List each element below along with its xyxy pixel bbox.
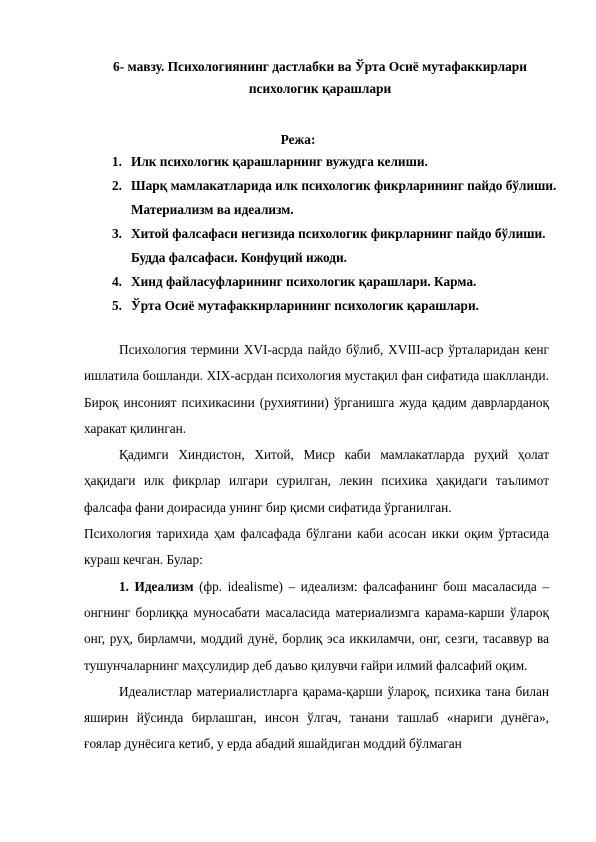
plan-item-number: 1. (112, 154, 122, 169)
plan-item (112, 174, 562, 222)
plan-item-number: 5. (112, 298, 122, 313)
plan-item-number: 4. (112, 274, 122, 289)
plan-item-number: 2. (112, 178, 122, 193)
paragraph-idealism (84, 574, 549, 679)
topic-title-line-2: психологик қарашлари (248, 81, 392, 96)
plan-item-text: Хинд файласуфларининг психологик қарашлари. Карма. (131, 274, 477, 289)
plan-heading: Режа: (280, 132, 316, 147)
paragraph-ancient-countries: Қадимги Хиндистон, Хитой, Миср каби мамлакатларда руҳий ҳолат ҳақидаги илк фикрлар илгари сурилган, лекин психика ҳақидаги таълимот фалсафа фани доирасида унинг бир қисми сифатида ўрганилган. (84, 447, 549, 515)
paragraph-idealists: Идеалистлар материалистларга қарама-қарши ўлароқ, психика тана билан яширин йўсинда бирлашган, инсон ўлгач, танани ташлаб «нариги дунёга», ғоялар дунёсига кетиб, у ерда абадий яшайдиган моддий бўлмаган (84, 683, 549, 752)
plan-item-number: 3. (112, 226, 122, 241)
idealism-term: 1. Идеализм (119, 578, 194, 594)
plan-item-text: Шарқ мамлакатларида илк психологик фикрларининг пайдо бўлиши. Материализм ва идеализм. (131, 178, 557, 217)
body-text (84, 337, 549, 758)
topic-title-line-1: 6- мавзу. Психологиянинг дастлабки ва Ўрта Осиё мутафаккирлари (113, 59, 527, 74)
plan-item (112, 270, 562, 294)
plan-item (112, 294, 562, 318)
plan-item (112, 222, 562, 270)
plan-item-text: Хитой фалсафаси негизида психологик фикрларнинг пайдо бўлиши. Будда фалсафаси. Конфуций ижоди. (131, 226, 546, 265)
paragraph-psychology-term: Психология термини XVI-асрда пайдо бўлиб, XVIII-аср ўрталаридан кенг ишлатила бошланди. XIX-асрдан психология мустақил фан сифатида шаклланди. Бироқ инсоният психикасини (рухиятини) ўрганишга жуда қадим даврларданоқ харакат қилинган. (84, 342, 549, 436)
paragraph-two-currents: Психология тарихида ҳам фалсафада бўлгани каби асосан икки оқим ўртасида кураш кечган. Булар: (84, 526, 549, 568)
plan-item (112, 150, 562, 174)
plan-list (112, 150, 562, 318)
plan-item-text: Ўрта Осиё мутафаккирларининг психологик қарашлари. (131, 298, 479, 313)
plan-item-text: Илк психологик қарашларнинг вужудга келиши. (131, 154, 428, 169)
idealism-definition: (фр. idealisme) – идеализм: фалсафанинг бош масаласида – онгнинг борлиққа муносабати масаласида материализмга карама-карши ўлароқ онг, руҳ, бирламчи, моддий дунё, борлиқ эса иккиламчи, онг, сезги, тасаввур ва тушунчаларнинг маҳсулидир деб даъво қилувчи ғайри илмий фалсафий оқим. (84, 578, 549, 673)
